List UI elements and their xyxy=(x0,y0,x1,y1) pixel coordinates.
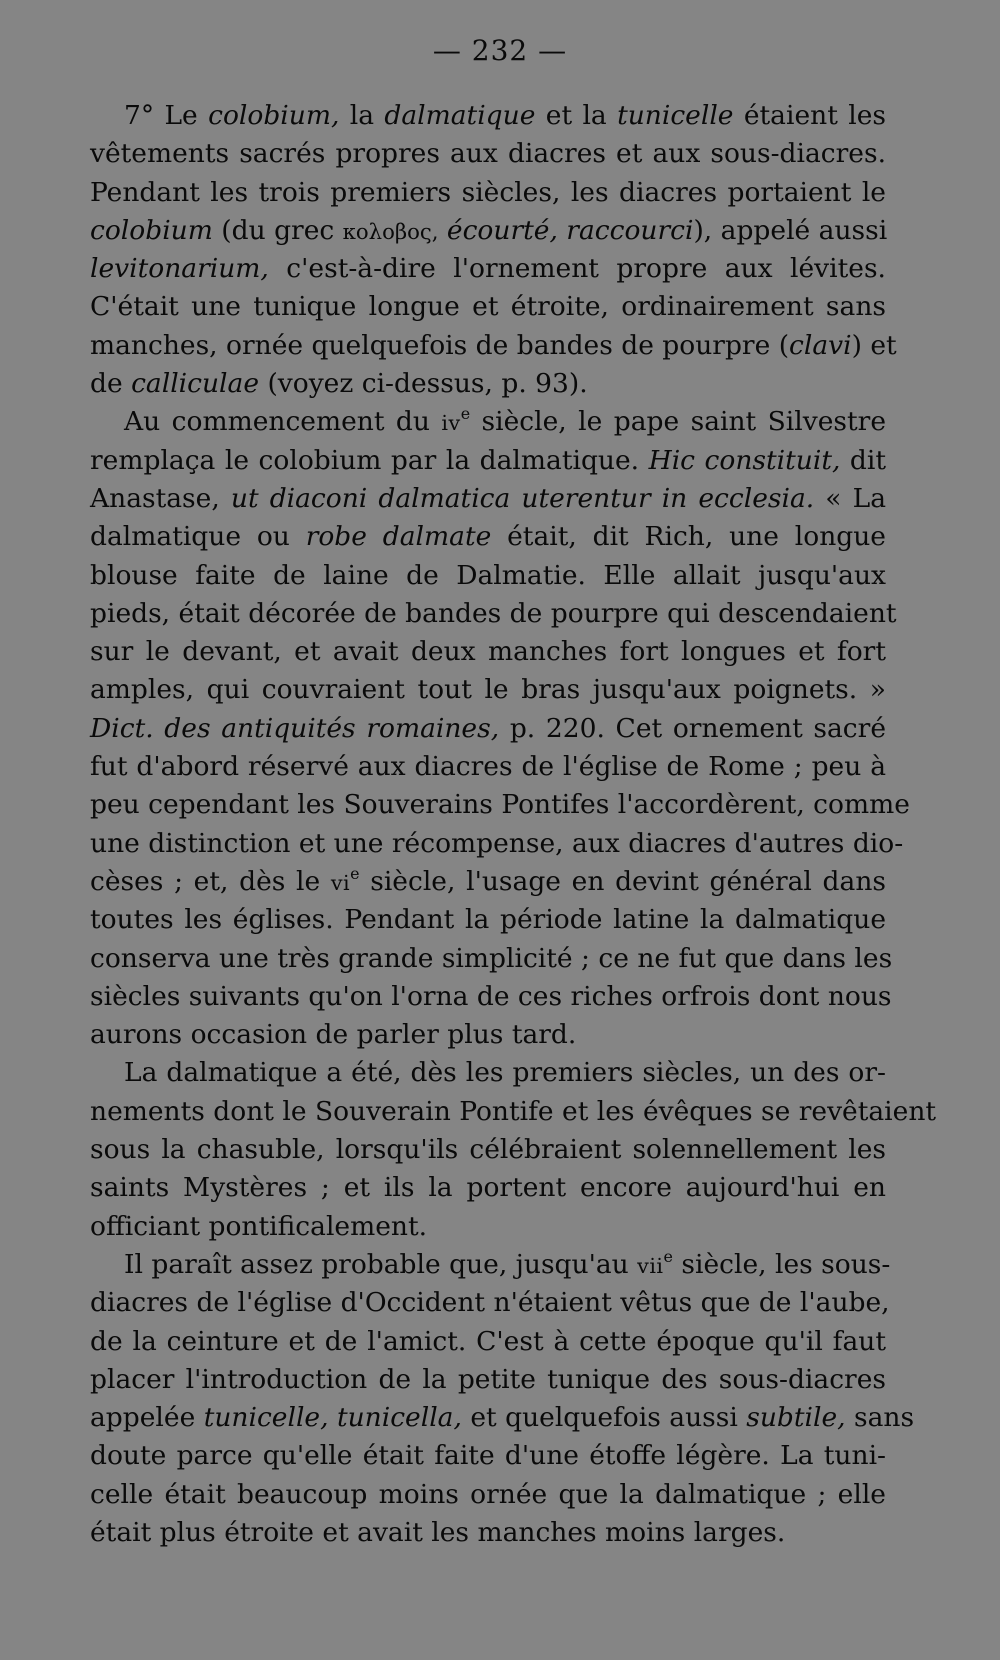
greek-word: κολοβος, xyxy=(342,218,439,244)
text-run: vêtements sacrés propres aux diacres et aux sous-diacres. xyxy=(90,138,886,170)
text-line xyxy=(90,480,886,518)
text-run: fut d'abord réservé aux diacres de l'église de Rome ; peu à xyxy=(90,751,886,783)
text-run: « La xyxy=(814,482,887,514)
text-line xyxy=(90,1323,886,1361)
italic-run: colobium, xyxy=(208,100,340,131)
text-run: saints Mystères ; et ils la portent encore aujourd'hui en xyxy=(90,1172,886,1204)
text-run: (voyez ci-dessus, p. 93). xyxy=(259,368,588,400)
text-run: officiant pontificalement. xyxy=(90,1210,428,1242)
text-run: appelée xyxy=(90,1402,204,1434)
text-run: de la ceinture et de l'amict. C'est à cette époque qu'il faut xyxy=(90,1325,886,1357)
text-run: et quelquefois aussi xyxy=(461,1402,747,1434)
italic-run: ut diaconi dalmatica uterentur in ecclesia. xyxy=(230,482,815,514)
superscript: e xyxy=(460,404,471,424)
body-text xyxy=(90,97,937,1552)
text-run: dalmatique ou xyxy=(90,521,306,553)
text-line xyxy=(90,288,886,326)
text-run: amples, qui couvraient tout le bras jusqu'aux poignets. » xyxy=(90,674,886,706)
text-run: pieds, était décorée de bandes de pourpre qui descendaient xyxy=(90,597,897,629)
text-run: ), appelé aussi xyxy=(693,214,888,246)
text-run: C'était une tunique longue et étroite, ordinairement sans xyxy=(90,291,886,323)
text-line xyxy=(90,863,886,901)
text-run: siècle, l'usage en devint général dans xyxy=(359,865,886,897)
text-run: cèses ; et, dès le xyxy=(90,865,331,897)
text-run: siècle, les sous- xyxy=(672,1248,891,1280)
text-run: sous la chasuble, lorsqu'ils célébraient solennellement les xyxy=(90,1134,886,1166)
text-run: ) et xyxy=(851,329,897,361)
italic-run: robe dalmate xyxy=(305,521,492,553)
text-run: peu cependant les Souverains Pontifes l'accordèrent, comme xyxy=(90,789,910,821)
text-line xyxy=(90,1169,886,1207)
text-run: p. 220. Cet ornement sacré xyxy=(499,712,886,744)
text-line xyxy=(90,1246,891,1284)
text-line xyxy=(90,403,886,441)
text-run: (du grec xyxy=(212,214,343,246)
text-line xyxy=(90,901,886,939)
text-line xyxy=(90,1361,886,1399)
text-line xyxy=(90,97,886,135)
text-line xyxy=(90,1131,886,1169)
text-line xyxy=(90,825,904,863)
superscript: e xyxy=(663,1246,673,1266)
text-run: Au commencement du xyxy=(124,406,442,438)
text-run xyxy=(438,215,446,246)
text-line xyxy=(90,1093,937,1131)
paragraph xyxy=(90,403,910,1054)
text-run: doute parce qu'elle était faite d'une étoffe légère. La tuni- xyxy=(90,1440,886,1472)
text-line xyxy=(90,633,886,671)
italic-run: tunicelle xyxy=(617,100,734,131)
text-run: siècle, le pape saint Silvestre xyxy=(470,406,886,438)
text-line xyxy=(90,1476,886,1514)
text-line xyxy=(90,212,886,250)
text-run: une distinction et une récompense, aux diacres d'autres dio- xyxy=(90,827,904,859)
small-caps-numeral: iv xyxy=(441,411,461,436)
italic-run: levitonarium, xyxy=(90,253,269,285)
text-line xyxy=(90,1284,890,1322)
text-run: 7° Le xyxy=(124,100,209,131)
italic-run: tunicelle, tunicella, xyxy=(203,1402,462,1434)
text-line xyxy=(90,671,886,709)
text-line xyxy=(90,978,892,1016)
text-line xyxy=(90,135,886,173)
text-run: de xyxy=(90,368,132,400)
text-line xyxy=(90,595,897,633)
italic-run: clavi xyxy=(789,329,852,361)
paragraph xyxy=(90,1054,937,1245)
text-run: celle était beaucoup moins ornée que la dalmatique ; elle xyxy=(90,1478,886,1510)
text-line xyxy=(90,518,886,556)
italic-run: subtile, xyxy=(746,1402,846,1434)
small-caps-numeral: vii xyxy=(637,1253,664,1278)
text-line xyxy=(90,940,893,978)
text-line xyxy=(90,365,886,403)
text-run: siècles suivants qu'on l'orna de ces riches orfrois dont nous xyxy=(90,980,892,1012)
text-run: sans xyxy=(845,1402,915,1434)
italic-run: calliculae xyxy=(131,368,260,400)
text-line xyxy=(90,1208,886,1246)
superscript: e xyxy=(350,863,360,883)
text-run: c'est-à-dire l'ornement propre aux lévites. xyxy=(268,253,886,285)
italic-run: Dict. des antiquités romaines, xyxy=(90,712,500,744)
italic-run: écourté, raccourci xyxy=(446,214,694,246)
text-run: conserva une très grande simplicité ; ce ne fut que dans les xyxy=(90,942,893,974)
small-caps-numeral: vi xyxy=(330,870,351,895)
text-run: diacres de l'église d'Occident n'étaient vêtus que de l'aube, xyxy=(90,1287,890,1319)
text-run: blouse faite de laine de Dalmatie. Elle allait jusqu'aux xyxy=(90,559,886,591)
text-line xyxy=(90,442,886,480)
text-line xyxy=(90,1514,886,1552)
text-run: dit xyxy=(840,444,886,476)
page-number: — 232 — xyxy=(432,34,568,67)
text-line xyxy=(90,327,897,365)
paragraph xyxy=(90,97,897,403)
text-line xyxy=(90,1437,886,1475)
text-run: et la xyxy=(535,100,618,131)
text-line xyxy=(90,1054,886,1092)
text-line xyxy=(90,786,910,824)
text-run: aurons occasion de parler plus tard. xyxy=(90,1019,577,1051)
text-line xyxy=(90,557,886,595)
text-line xyxy=(90,710,886,748)
text-run: était plus étroite et avait les manches moins larges. xyxy=(90,1516,786,1548)
text-run: Pendant les trois premiers siècles, les diacres portaient le xyxy=(90,176,886,208)
text-run: manches, ornée quelquefois de bandes de pourpre ( xyxy=(90,329,790,361)
text-run: toutes les églises. Pendant la période latine la dalmatique xyxy=(90,904,886,936)
text-line xyxy=(90,250,886,288)
text-run: la xyxy=(339,100,385,131)
text-run: était, dit Rich, une longue xyxy=(491,521,886,553)
text-run: étaient les xyxy=(733,100,886,131)
text-run: nements dont le Souverain Pontife et les évêques se revêtaient xyxy=(90,1095,937,1127)
text-line xyxy=(90,174,886,212)
paragraph xyxy=(90,1246,915,1552)
text-line xyxy=(90,1016,886,1054)
text-run: remplaça le colobium par la dalmatique. xyxy=(90,444,649,476)
text-run: Anastase, xyxy=(90,482,231,514)
italic-run: colobium xyxy=(90,214,213,246)
italic-run: Hic constituit, xyxy=(648,444,841,476)
text-line xyxy=(90,1399,915,1437)
text-run: La dalmatique a été, dès les premiers siècles, un des or- xyxy=(124,1057,886,1089)
text-run: Il paraît assez probable que, jusqu'au xyxy=(124,1248,638,1280)
text-run: sur le devant, et avait deux manches fort longues et fort xyxy=(90,636,886,668)
text-run: placer l'introduction de la petite tunique des sous-diacres xyxy=(90,1363,886,1395)
text-line xyxy=(90,748,886,786)
italic-run: dalmatique xyxy=(384,100,536,131)
